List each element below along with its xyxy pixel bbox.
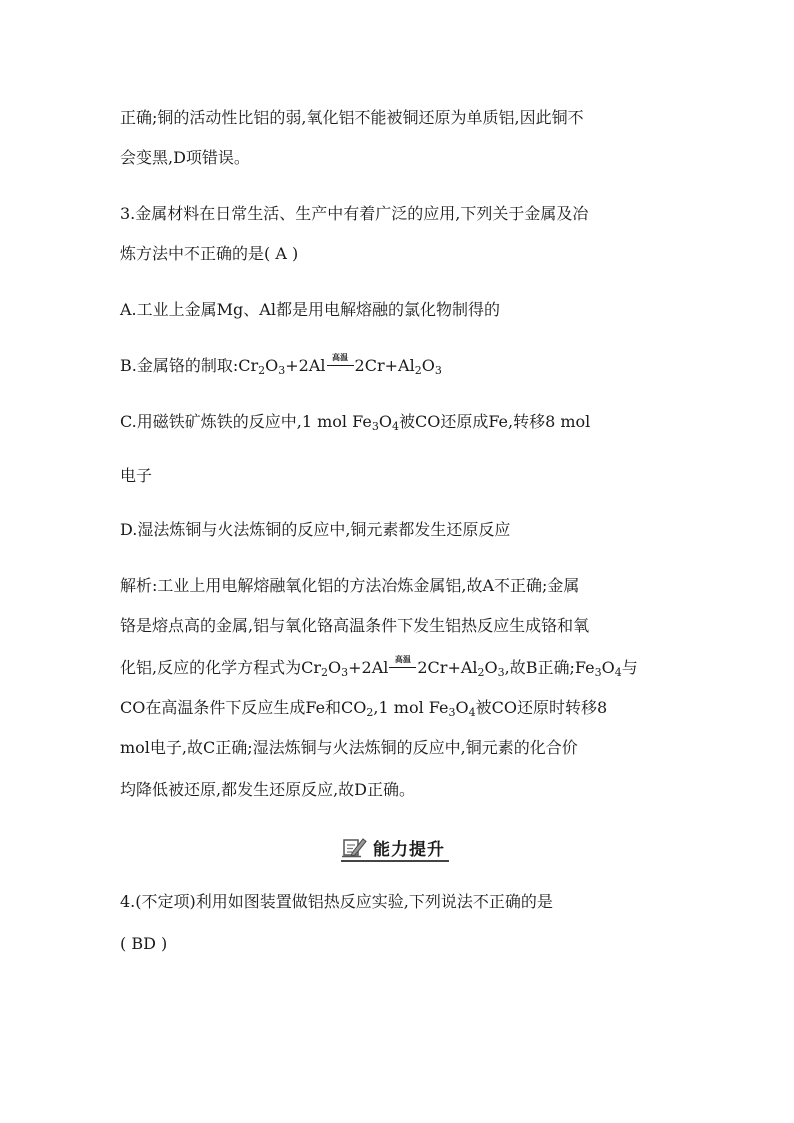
question-3-stem-line-1: 3.金属材料在日常生活、生产中有着广泛的应用,下列关于金属及冶	[120, 204, 589, 223]
option-c	[120, 411, 590, 433]
subscript: 3	[497, 666, 505, 679]
option-b-text: O	[265, 356, 279, 375]
section-underline	[341, 860, 449, 862]
analysis-text: O	[455, 698, 469, 717]
analysis-text: 2Cr+Al	[417, 658, 478, 677]
analysis-line-4	[120, 697, 607, 719]
option-b-text: O	[421, 356, 435, 375]
option-b-text: +2Al	[285, 356, 326, 375]
option-b	[120, 355, 442, 377]
subscript: 4	[468, 706, 476, 719]
subscript: 3	[278, 364, 286, 377]
option-c-text: O	[378, 412, 392, 431]
option-c-line-2: 电子	[120, 466, 153, 485]
subscript: 3	[434, 364, 442, 377]
section-heading	[341, 834, 445, 860]
subscript: 2	[414, 364, 422, 377]
analysis-line-6: 均降低被还原,都发生还原反应,故D正确。	[120, 780, 416, 799]
subscript: 3	[341, 666, 349, 679]
subscript: 2	[258, 364, 266, 377]
analysis-text: ,故B正确;Fe	[504, 658, 595, 677]
pencil-paper-icon	[341, 836, 367, 858]
analysis-text: O	[327, 658, 342, 677]
question-4-stem-line-1: 4.(不定项)利用如图装置做铝热反应实验,下列说法不正确的是	[120, 892, 553, 911]
subscript: 2	[366, 706, 374, 719]
option-c-text: C.用磁铁矿炼铁的反应中,1 mol Fe	[120, 412, 372, 431]
option-d: D.湿法炼铜与火法炼铜的反应中,铜元素都发生还原反应	[120, 520, 511, 539]
subscript: 4	[391, 420, 399, 433]
option-a: A.工业上金属Mg、Al都是用电解熔融的氯化物制得的	[120, 300, 500, 319]
analysis-text: 与	[621, 658, 638, 677]
subscript: 3	[371, 420, 379, 433]
subscript: 2	[320, 666, 328, 679]
option-b-text: 2Cr+Al	[354, 356, 415, 375]
analysis-text: +2Al	[348, 658, 389, 677]
reaction-arrow-line	[327, 365, 354, 366]
subscript: 4	[614, 666, 622, 679]
analysis-text: 被CO还原时转移8	[475, 698, 608, 717]
subscript: 3	[448, 706, 456, 719]
analysis-line-5: mol电子,故C正确;湿法炼铜与火法炼铜的反应中,铜元素的化合价	[120, 738, 578, 757]
option-c-text: 被CO还原成Fe,转移8 mol	[398, 412, 591, 431]
analysis-text: ,1 mol Fe	[373, 698, 449, 717]
reaction-arrow-line	[389, 667, 416, 668]
analysis-text: O	[484, 658, 498, 677]
analysis-text: 化铝,反应的化学方程式为Cr	[120, 658, 321, 677]
reaction-condition-arrow	[327, 353, 354, 370]
question-4-stem-line-2: ( BD )	[120, 934, 168, 953]
analysis-text: O	[601, 658, 615, 677]
question-3-stem-line-2: 炼方法中不正确的是( A )	[120, 244, 299, 263]
analysis-line-3	[120, 657, 638, 679]
reaction-condition-arrow	[389, 655, 416, 672]
prev-answer-line-1: 正确;铜的活动性比铝的弱,氧化铝不能被铜还原为单质铝,因此铜不	[120, 108, 584, 127]
reaction-condition-label: 高温	[332, 353, 349, 362]
analysis-line-2: 铬是熔点高的金属,铝与氧化铬高温条件下发生铝热反应生成铬和氧	[120, 616, 590, 635]
option-b-text: B.金属铬的制取:Cr	[120, 356, 259, 375]
prev-answer-line-2: 会变黑,D项错误。	[120, 148, 250, 167]
analysis-line-1: 解析:工业上用电解熔融氧化铝的方法冶炼金属铝,故A不正确;金属	[120, 576, 580, 595]
subscript: 3	[594, 666, 602, 679]
reaction-condition-label: 高温	[394, 655, 411, 664]
subscript: 2	[477, 666, 485, 679]
section-title: 能力提升	[373, 839, 445, 860]
analysis-text: CO在高温条件下反应生成Fe和CO	[120, 698, 367, 717]
